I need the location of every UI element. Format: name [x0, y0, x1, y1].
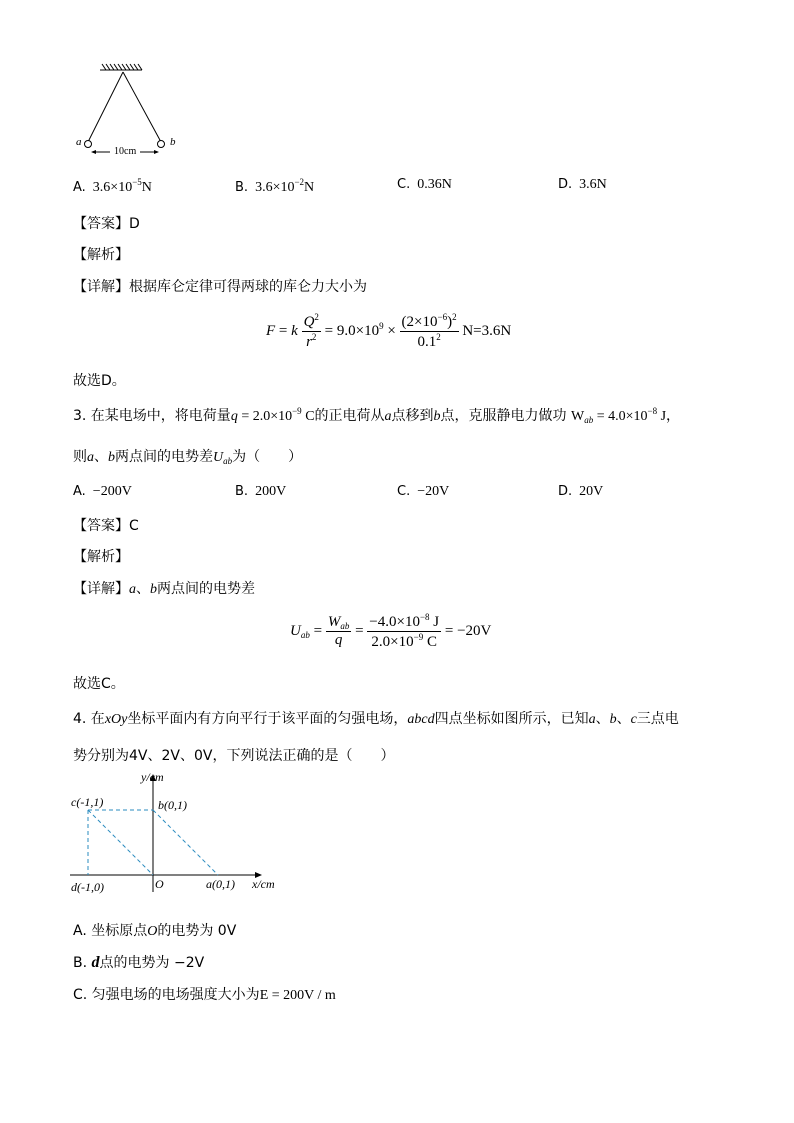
q2-coulomb-equation: F = k $\frac{Q^2}{r^2}$ = $9.0\times 10^9$ × $\frac{(2\times 10^{-6})^2}{0.1^2}$ N=3.6N: [266, 312, 512, 350]
ceiling-hatch: [100, 64, 142, 70]
line-cO: [88, 810, 153, 875]
q3-option-d[interactable]: D. 20V: [558, 484, 604, 499]
q2-detail: 【详解】根据库仑定律可得两球的库仑力大小为: [73, 279, 367, 295]
line-ba: [153, 810, 218, 875]
q4-stem-line2: 势分别为4V、2V、0V，下列说法正确的是（ ）: [73, 748, 395, 764]
q2-answer: 【答案】D: [73, 216, 140, 232]
q3-detail: 【详解】a、b两点间的电势差: [73, 581, 255, 597]
fig4-label-c: c(-1,1): [71, 795, 104, 809]
ball-a: [85, 141, 92, 148]
arrow-left-icon: [91, 150, 96, 154]
string-b: [123, 72, 161, 142]
fig1-label-b: b: [170, 136, 176, 148]
q2-conclusion: 故选D。: [73, 373, 126, 389]
fig1-distance: 10cm: [114, 146, 137, 157]
q2-analysis-tag: 【解析】: [73, 247, 129, 263]
q4-option-b[interactable]: B. d点的电势为 −2V: [73, 954, 205, 971]
q2-option-d[interactable]: D. 3.6N: [558, 177, 607, 192]
fig1-label-a: a: [76, 136, 82, 148]
fig4-ylabel: y/cm: [141, 770, 164, 784]
fig4-label-d: d(-1,0): [71, 880, 104, 894]
q3-potential-equation: $U_{ab}$ = $\frac{W_{ab}}{q}$ = $\frac{-4.0\times 10^{-8} J}{2.0\times 10^{-9} C}$ = −20V: [290, 612, 492, 650]
fig4-label-a: a(0,1): [206, 877, 235, 891]
q3-option-c[interactable]: C. −20V: [397, 484, 450, 499]
fig4-label-o: O: [155, 877, 164, 891]
fig4-label-b: b(0,1): [158, 798, 187, 812]
ball-b: [158, 141, 165, 148]
string-a: [88, 72, 123, 142]
q2-option-c[interactable]: C. 0.36N: [397, 177, 452, 192]
q3-stem-line2: 则a、b两点间的电势差$U_{ab}$为（ ）: [73, 449, 303, 466]
q4-option-c[interactable]: C. 匀强电场的电场强度大小为E = 200V / m: [73, 987, 336, 1003]
fig4-xlabel: x/cm: [252, 877, 275, 891]
q2-option-a[interactable]: A. $3.6\times 10^{-5}N$: [73, 177, 152, 195]
q3-answer: 【答案】C: [73, 518, 139, 534]
q3-stem-line1: 3. 在某电场中，将电荷量$q = 2.0\times 10^{-9}$ C的正电荷从a点移到b点，克服静电力做功 $W_{ab} = 4.0\times 10^{-8}$ J，: [73, 406, 681, 425]
q3-analysis-tag: 【解析】: [73, 549, 129, 565]
arrow-right-icon: [154, 150, 159, 154]
q4-option-a[interactable]: A. 坐标原点O的电势为 0V: [73, 923, 237, 939]
q4-stem-line1: 4. 在xOy坐标平面内有方向平行于该平面的匀强电场，abcd四点坐标如图所示，已知a、b、c三点电: [73, 711, 679, 727]
q3-conclusion: 故选C。: [73, 676, 125, 692]
q3-option-a[interactable]: A. −200V: [73, 484, 132, 499]
q2-option-b[interactable]: B. $3.6\times 10^{-2}N$: [235, 177, 315, 195]
q3-option-b[interactable]: B. 200V: [235, 484, 287, 499]
